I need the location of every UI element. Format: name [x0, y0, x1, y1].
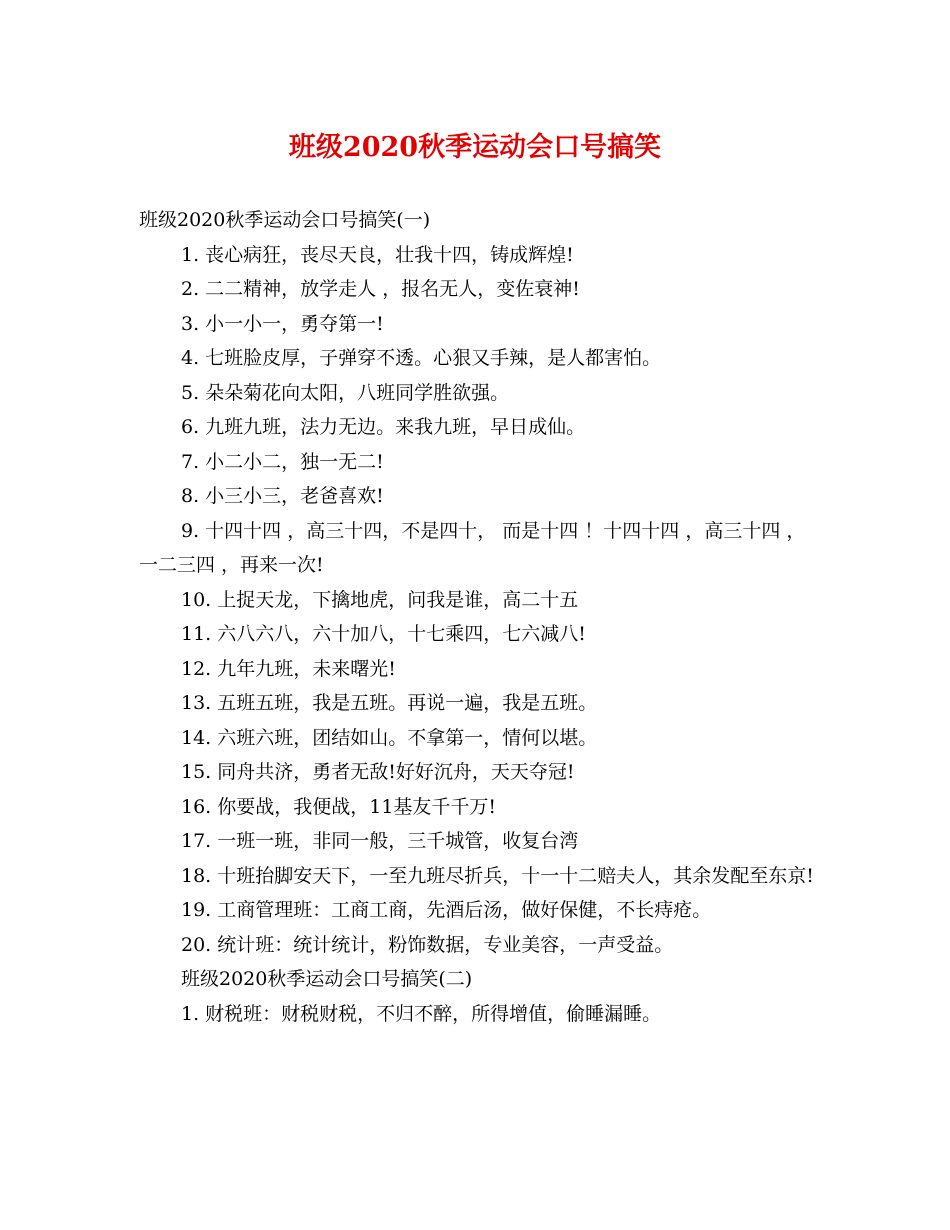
list-item: 11. 六八六八，六十加八，十七乘四，七六减八!: [181, 623, 586, 645]
list-item: 3. 小一小一，勇夺第一!: [181, 312, 384, 335]
list-item: 10. 上捉天龙，下擒地虎，问我是谁，高二十五: [181, 588, 579, 611]
document-body: [139, 203, 819, 1031]
list-item: 4. 七班脸皮厚，子弹穿不透。心狠又手辣，是人都害怕。: [181, 347, 662, 369]
list-item: 7. 小二小二，独一无二!: [181, 450, 384, 473]
list-item: 17. 一班一班，非同一般，三千城管，收复台湾: [181, 830, 579, 852]
list-item: 19. 工商管理班：工商工商，先酒后汤，做好保健，不长痔疮。: [181, 899, 712, 921]
list-item: 14. 六班六班，团结如山。不拿第一，情何以堪。: [181, 726, 598, 749]
list-item: 1. 财税班：财税财税，不归不醉，所得增值，偷睡漏睡。: [181, 1002, 662, 1025]
list-item: 13. 五班五班，我是五班。再说一遍，我是五班。: [181, 692, 598, 714]
list-item: 18. 十班抬脚安天下，一至九班尽折兵，十一十二赔夫人，其余发配至东京!: [181, 864, 814, 887]
list-item: 8. 小三小三，老爸喜欢!: [181, 485, 384, 507]
list-item: 15. 同舟共济，勇者无敌!好好沉舟，天天夺冠!: [181, 761, 575, 783]
section-heading: 班级2020秋季运动会口号搞笑(一): [139, 209, 431, 231]
list-item: 5. 朵朵菊花向太阳，八班同学胜欲强。: [181, 381, 510, 404]
list-item: 2. 二二精神，放学走人 ，报名无人，变佐衰神!: [181, 278, 580, 300]
list-item: 16. 你要战，我便战，11基友千千万!: [181, 795, 497, 818]
document-title: 班级2020秋季运动会口号搞笑: [288, 132, 662, 163]
list-item: 20. 统计班：统计统计，粉饰数据，专业美容，一声受益。: [181, 933, 674, 956]
list-item: 12. 九年九班，未来曙光!: [181, 657, 396, 680]
list-item: 6. 九班九班，法力无边。来我九班，早日成仙。: [181, 416, 586, 438]
list-item: 1. 丧心病狂，丧尽天良，壮我十四，铸成辉煌!: [181, 243, 574, 266]
list-item: 9. 十四十四 ，高三十四，不是四十， 而是十四 ！十四十四 ，高三十四 ，一二三四 ，再来一次!: [139, 519, 806, 576]
section-heading: 班级2020秋季运动会口号搞笑(二): [181, 968, 473, 990]
